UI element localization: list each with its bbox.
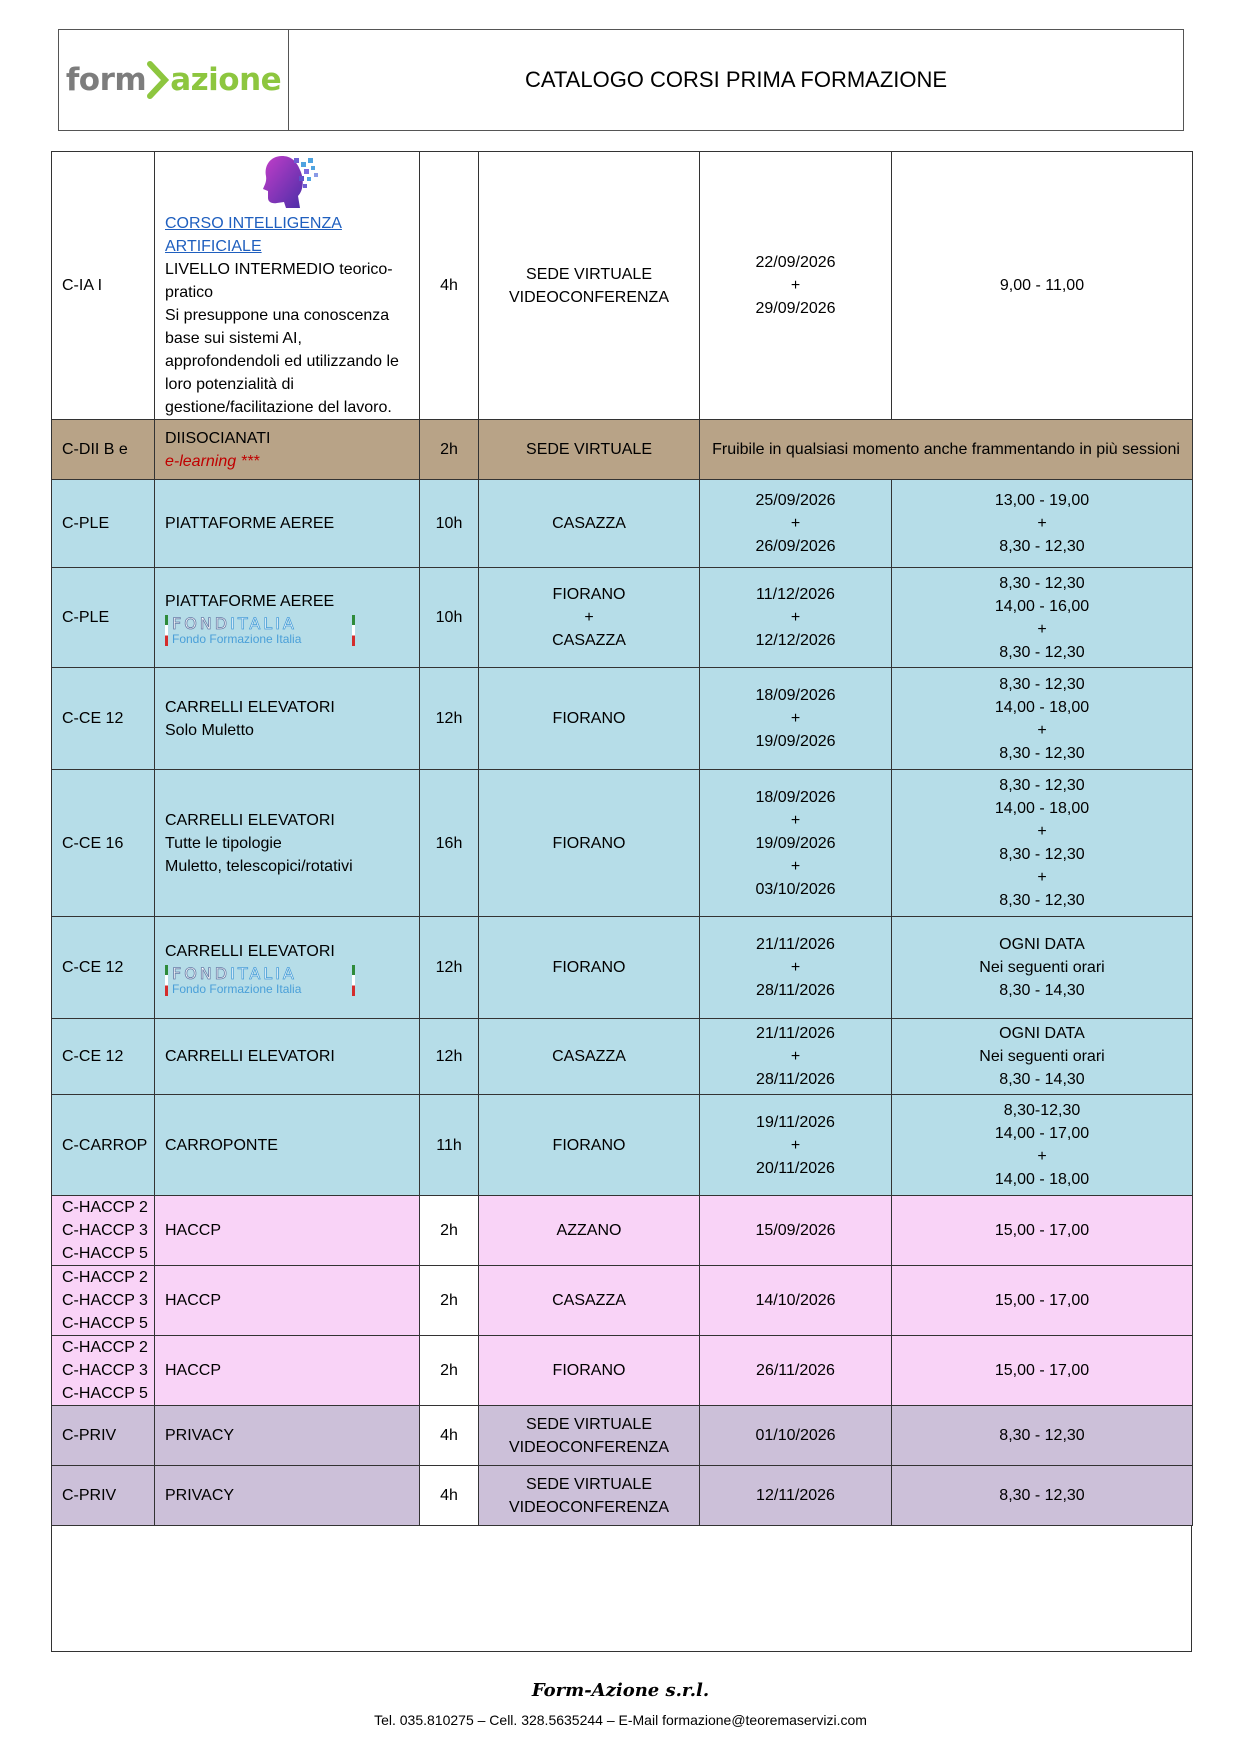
course-times: 8,30 - 12,30 14,00 - 16,00 + 8,30 - 12,30 xyxy=(892,568,1193,668)
course-hours: 2h xyxy=(420,420,479,480)
table-row xyxy=(52,1196,1193,1266)
course-hours: 4h xyxy=(420,1466,479,1526)
course-name: HACCP xyxy=(155,1196,420,1266)
course-hours: 2h xyxy=(420,1336,479,1406)
course-times: 13,00 - 19,00 + 8,30 - 12,30 xyxy=(892,480,1193,568)
logo-arrow-icon xyxy=(147,60,169,100)
course-catalog-table xyxy=(51,151,1193,1526)
course-times: 8,30 - 12,30 xyxy=(892,1406,1193,1466)
course-code: C-HACCP 2 C-HACCP 3 C-HACCP 5 xyxy=(52,1196,155,1266)
table-row xyxy=(52,1466,1193,1526)
footer-contact: Tel. 035.810275 – Cell. 328.5635244 – E-Mail formazione@teoremaservizi.com xyxy=(374,1712,867,1728)
logo-cell xyxy=(59,30,289,130)
course-code: C-IA I xyxy=(52,152,155,420)
course-hours: 4h xyxy=(420,152,479,420)
course-hours: 16h xyxy=(420,770,479,917)
course-hours: 12h xyxy=(420,917,479,1019)
ai-head-icon xyxy=(260,152,320,208)
table-row xyxy=(52,568,1193,668)
course-dates: 26/11/2026 xyxy=(700,1336,892,1406)
course-place: FIORANO xyxy=(479,917,700,1019)
course-place: CASAZZA xyxy=(479,480,700,568)
course-place: FIORANO xyxy=(479,1336,700,1406)
course-dates: 14/10/2026 xyxy=(700,1266,892,1336)
course-times: 8,30 - 12,30 xyxy=(892,1466,1193,1526)
course-name: PRIVACY xyxy=(155,1466,420,1526)
course-times: OGNI DATA Nei seguenti orari 8,30 - 14,30 xyxy=(892,917,1193,1019)
course-hours: 2h xyxy=(420,1266,479,1336)
course-dates: 25/09/2026 + 26/09/2026 xyxy=(700,480,892,568)
course-hours: 10h xyxy=(420,480,479,568)
course-availability: Fruibile in qualsiasi momento anche frammentando in più sessioni xyxy=(700,420,1193,480)
course-dates: 22/09/2026 + 29/09/2026 xyxy=(700,152,892,420)
course-name: HACCP xyxy=(155,1266,420,1336)
course-times: 15,00 - 17,00 xyxy=(892,1336,1193,1406)
course-times: 15,00 - 17,00 xyxy=(892,1266,1193,1336)
table-row xyxy=(52,770,1193,917)
course-hours: 11h xyxy=(420,1095,479,1196)
course-name: PIATTAFORME AEREE FONDITALIA Fondo Formazione Italia xyxy=(155,568,420,668)
course-name: CARRELLI ELEVATORI FONDITALIA Fondo Formazione Italia xyxy=(155,917,420,1019)
table-row xyxy=(52,480,1193,568)
header xyxy=(58,29,1184,131)
course-times: 15,00 - 17,00 xyxy=(892,1196,1193,1266)
course-dates: 18/09/2026 + 19/09/2026 xyxy=(700,668,892,770)
course-dates: 18/09/2026 + 19/09/2026 + 03/10/2026 xyxy=(700,770,892,917)
course-times: 9,00 - 11,00 xyxy=(892,152,1193,420)
course-times: OGNI DATA Nei seguenti orari 8,30 - 14,30 xyxy=(892,1019,1193,1095)
course-code: C-CARROP xyxy=(52,1095,155,1196)
table-row xyxy=(52,1095,1193,1196)
course-place: SEDE VIRTUALE VIDEOCONFERENZA xyxy=(479,1466,700,1526)
course-code: C-PRIV xyxy=(52,1466,155,1526)
course-dates: 12/11/2026 xyxy=(700,1466,892,1526)
blank-notes-area xyxy=(51,1526,1192,1652)
table-row xyxy=(52,1266,1193,1336)
course-hours: 10h xyxy=(420,568,479,668)
course-hours: 2h xyxy=(420,1196,479,1266)
course-name: DIISOCIANATI e-learning *** xyxy=(155,420,420,480)
table-row xyxy=(52,1336,1193,1406)
course-place: FIORANO + CASAZZA xyxy=(479,568,700,668)
course-hours: 12h xyxy=(420,668,479,770)
course-name: CARRELLI ELEVATORI Tutte le tipologie Muletto, telescopici/rotativi xyxy=(155,770,420,917)
course-place: CASAZZA xyxy=(479,1266,700,1336)
table-row xyxy=(52,917,1193,1019)
course-code: C-PLE xyxy=(52,568,155,668)
course-dates: 21/11/2026 + 28/11/2026 xyxy=(700,917,892,1019)
course-code: C-CE 12 xyxy=(52,917,155,1019)
table-row xyxy=(52,1406,1193,1466)
course-code: C-CE 16 xyxy=(52,770,155,917)
fonditalia-logo: FONDITALIA Fondo Formazione Italia xyxy=(165,965,355,996)
course-place: SEDE VIRTUALE VIDEOCONFERENZA xyxy=(479,152,700,420)
course-place: FIORANO xyxy=(479,770,700,917)
table-row xyxy=(52,420,1193,480)
course-dates: 19/11/2026 + 20/11/2026 xyxy=(700,1095,892,1196)
course-place: SEDE VIRTUALE xyxy=(479,420,700,480)
course-dates: 21/11/2026 + 28/11/2026 xyxy=(700,1019,892,1095)
course-place: AZZANO xyxy=(479,1196,700,1266)
course-name: CARRELLI ELEVATORI Solo Muletto xyxy=(155,668,420,770)
table-row xyxy=(52,1019,1193,1095)
course-dates: 11/12/2026 + 12/12/2026 xyxy=(700,568,892,668)
course-hours: 4h xyxy=(420,1406,479,1466)
course-place: FIORANO xyxy=(479,1095,700,1196)
course-code: C-PLE xyxy=(52,480,155,568)
course-place: CASAZZA xyxy=(479,1019,700,1095)
course-name: PRIVACY xyxy=(155,1406,420,1466)
course-place: SEDE VIRTUALE VIDEOCONFERENZA xyxy=(479,1406,700,1466)
course-place: FIORANO xyxy=(479,668,700,770)
course-code: C-HACCP 2 C-HACCP 3 C-HACCP 5 xyxy=(52,1266,155,1336)
course-name: CARROPONTE xyxy=(155,1095,420,1196)
course-times: 8,30 - 12,30 14,00 - 18,00 + 8,30 - 12,30 xyxy=(892,668,1193,770)
course-code: C-CE 12 xyxy=(52,1019,155,1095)
course-hours: 12h xyxy=(420,1019,479,1095)
course-name: CORSO INTELLIGENZA ARTIFICIALE LIVELLO INTERMEDIO teorico- pratico Si presuppone una conoscenza base sui sistemi AI, approfondendoli ed utilizzando le loro potenzialità di gestione/facilitazione del lavoro. xyxy=(155,152,420,420)
course-times: 8,30 - 12,30 14,00 - 18,00 + 8,30 - 12,30 + 8,30 - 12,30 xyxy=(892,770,1193,917)
footer-company: Form-Azione s.r.l. xyxy=(531,1680,710,1701)
course-code: C-CE 12 xyxy=(52,668,155,770)
course-times: 8,30-12,30 14,00 - 17,00 + 14,00 - 18,00 xyxy=(892,1095,1193,1196)
ai-course-link[interactable]: CORSO INTELLIGENZA ARTIFICIALE xyxy=(165,215,342,255)
course-code: C-HACCP 2 C-HACCP 3 C-HACCP 5 xyxy=(52,1336,155,1406)
course-name: HACCP xyxy=(155,1336,420,1406)
table-row xyxy=(52,152,1193,420)
course-name: PIATTAFORME AEREE xyxy=(155,480,420,568)
course-dates: 01/10/2026 xyxy=(700,1406,892,1466)
fonditalia-logo: FONDITALIA Fondo Formazione Italia xyxy=(165,615,355,646)
table-row xyxy=(52,668,1193,770)
course-name: CARRELLI ELEVATORI xyxy=(155,1019,420,1095)
page-title: CATALOGO CORSI PRIMA FORMAZIONE xyxy=(524,67,948,92)
course-dates: 15/09/2026 xyxy=(700,1196,892,1266)
course-code: C-DII B e xyxy=(52,420,155,480)
formazione-logo: form azione xyxy=(65,62,282,98)
course-code: C-PRIV xyxy=(52,1406,155,1466)
